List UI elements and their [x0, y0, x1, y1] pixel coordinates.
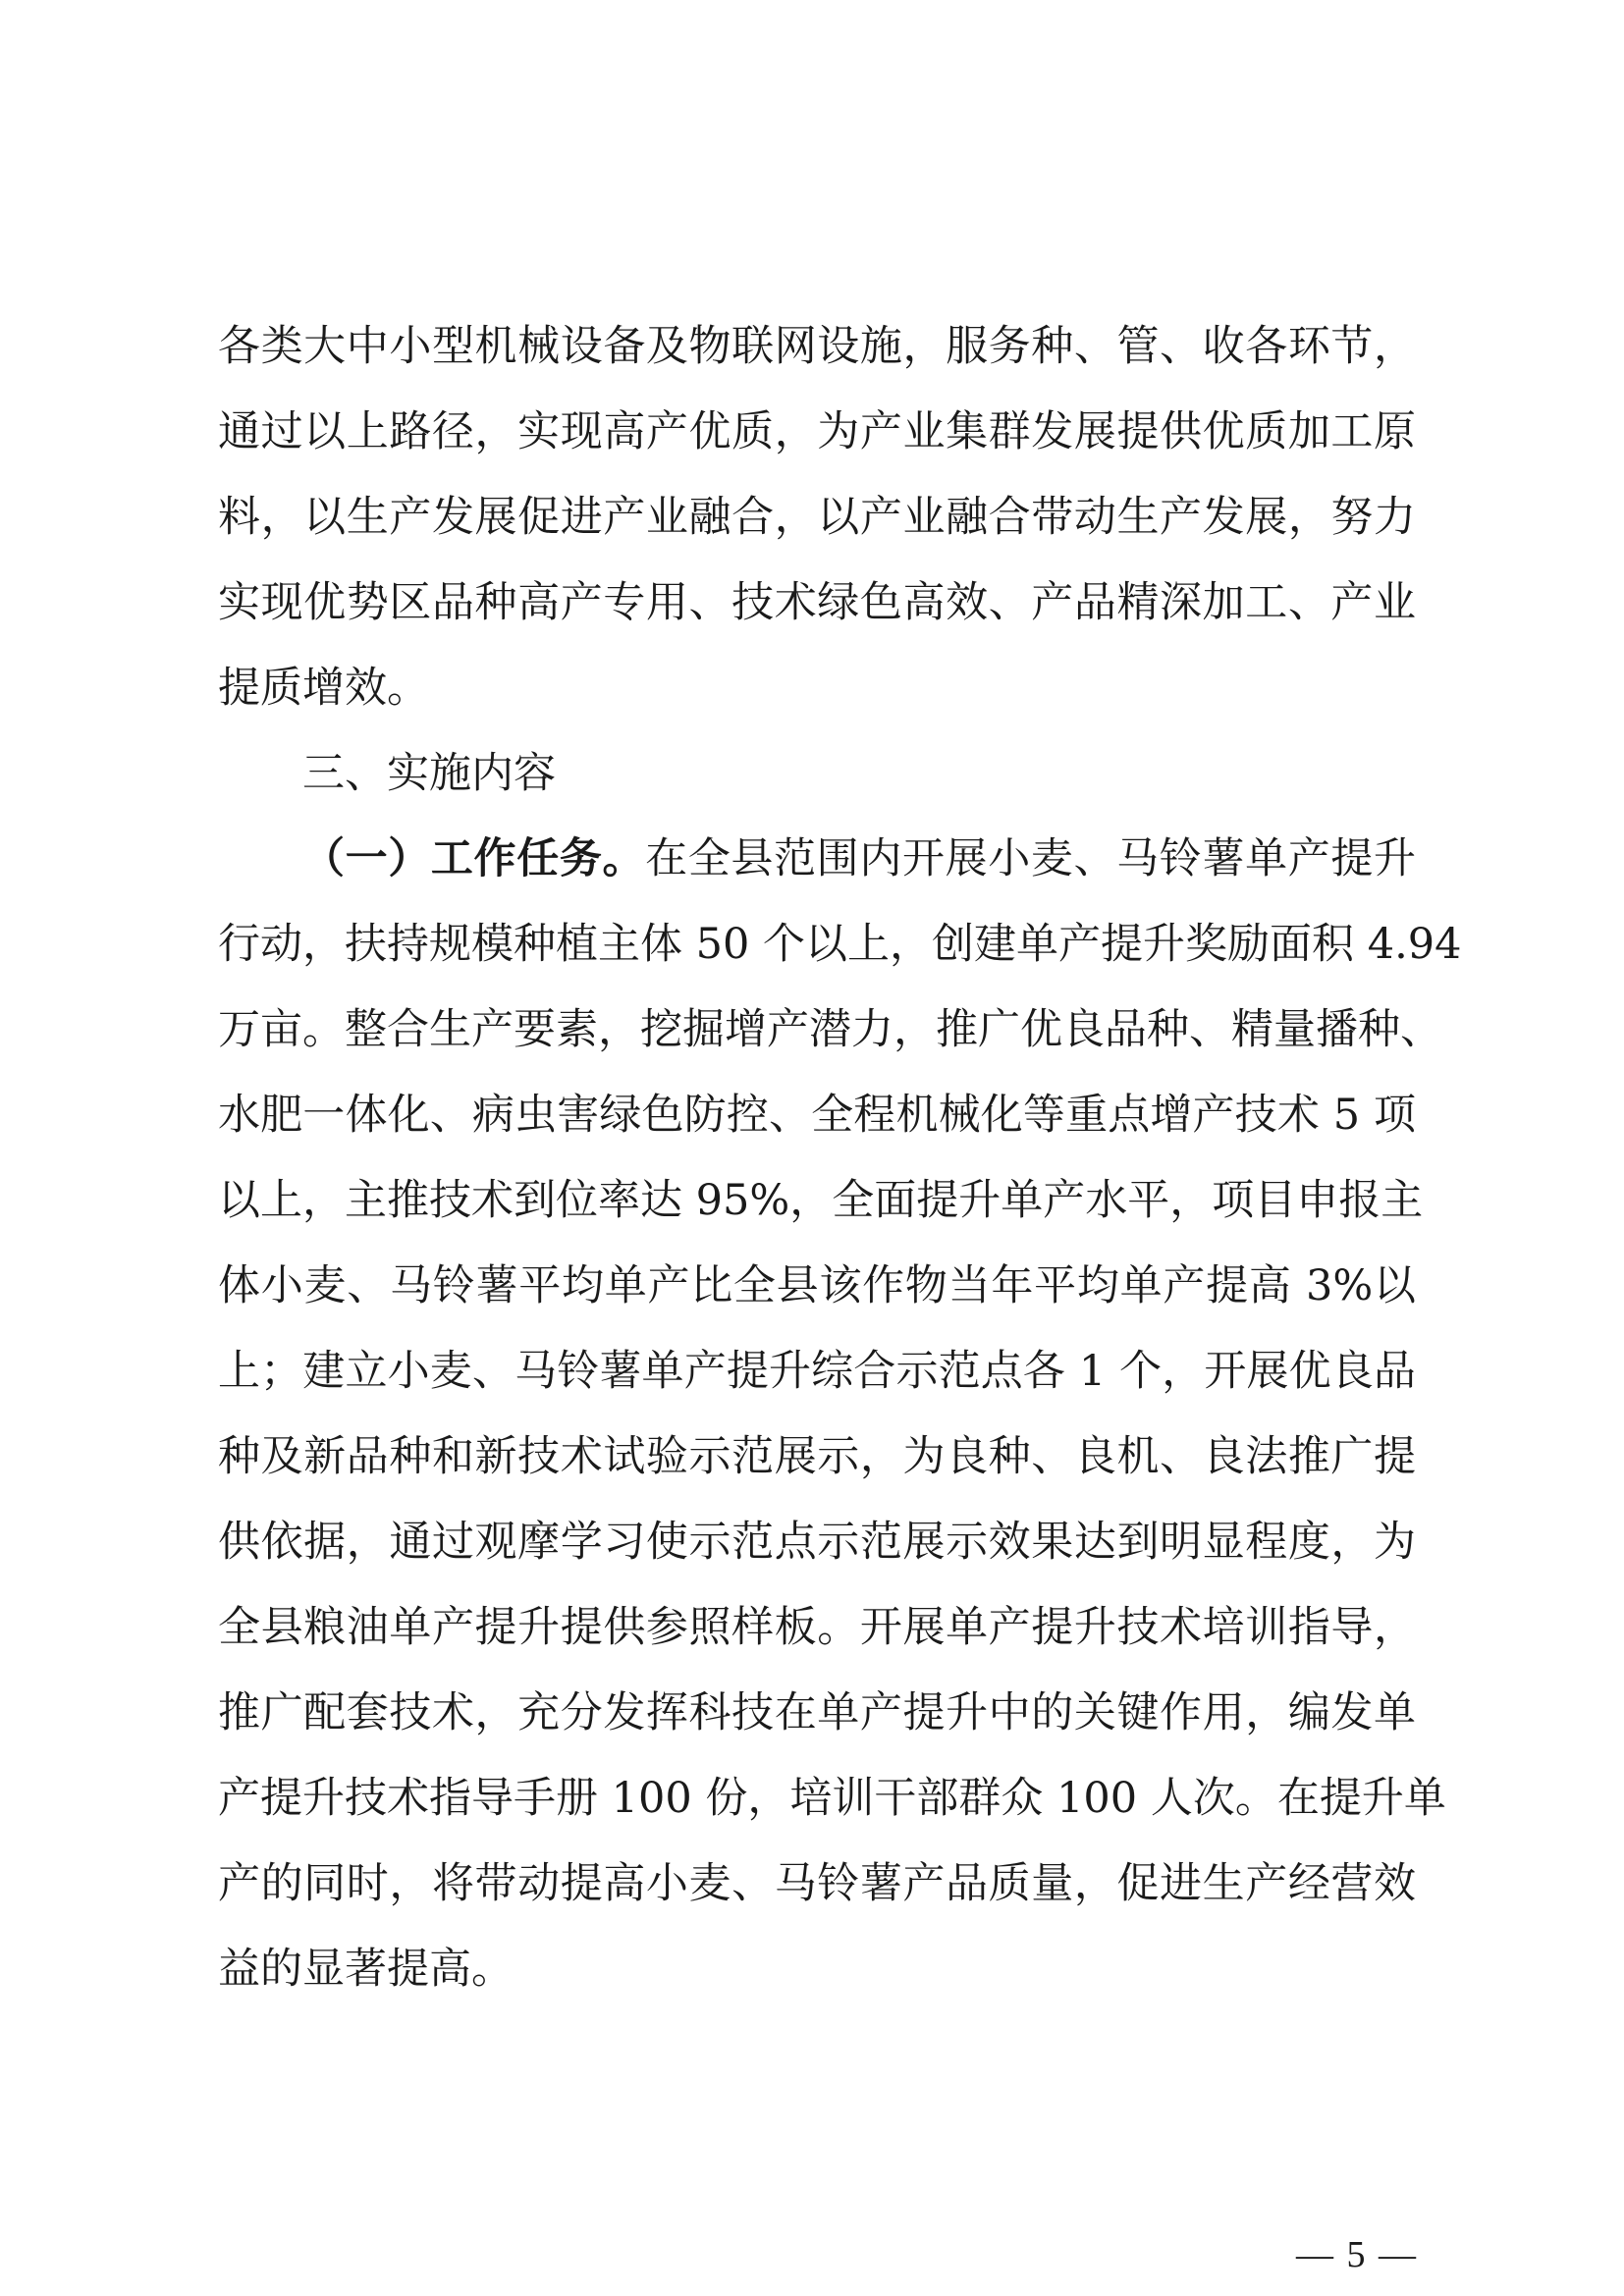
paragraph-line: 推广配套技术，充分发挥科技在单产提升中的关键作用，编发单: [218, 1688, 1416, 1737]
paragraph-line: 体小麦、马铃薯平均单产比全县该作物当年平均单产提高 3%以: [218, 1261, 1416, 1310]
page-number: — 5 —: [1296, 2234, 1418, 2275]
subsection-first-line: [218, 817, 1416, 902]
body-text: [218, 304, 1462, 2012]
section-heading: 三、实施内容: [302, 749, 556, 798]
paragraph-line: 益的显著提高。: [218, 1945, 514, 1994]
paragraph-line: 水肥一体化、病虫害绿色防控、全程机械化等重点增产技术 5 项: [218, 1091, 1416, 1140]
paragraph-line: 实现优势区品种高产专用、技术绿色高效、产品精深加工、产业: [218, 578, 1416, 627]
paragraph-line: 供依据，通过观摩学习使示范点示范展示效果达到明显程度，为: [218, 1518, 1416, 1567]
paragraph-line: 全县粮油单产提升提供参照样板。开展单产提升技术培训指导，: [218, 1603, 1416, 1652]
paragraph-line: 提质增效。: [218, 664, 429, 713]
subsection-title: （一）工作任务。: [302, 834, 646, 883]
paragraph-line: 上；建立小麦、马铃薯单产提升综合示范点各 1 个，开展优良品: [218, 1347, 1416, 1396]
paragraph-line: 以上，主推技术到位率达 95%，全面提升单产水平，项目申报主: [218, 1176, 1424, 1225]
paragraph-line: 各类大中小型机械设备及物联网设施，服务种、管、收各环节，: [218, 322, 1416, 371]
paragraph-line-rest: 在全县范围内开展小麦、马铃薯单产提升: [645, 834, 1417, 883]
paragraph-line: 产的同时，将带动提高小麦、马铃薯产品质量，促进生产经营效: [218, 1859, 1416, 1908]
paragraph-line: 种及新品种和新技术试验示范展示，为良种、良机、良法推广提: [218, 1432, 1416, 1481]
paragraph-line: 通过以上路径，实现高产优质，为产业集群发展提供优质加工原: [218, 407, 1416, 456]
paragraph-line: 产提升技术指导手册 100 份，培训干部群众 100 人次。在提升单: [218, 1774, 1446, 1823]
paragraph-line: 万亩。整合生产要素，挖掘增产潜力，推广优良品种、精量播种、: [218, 1005, 1442, 1054]
paragraph-line: 料，以生产发展促进产业融合，以产业融合带动生产发展，努力: [218, 493, 1416, 542]
paragraph-line: 行动，扶持规模种植主体 50 个以上，创建单产提升奖励面积 4.94: [218, 920, 1462, 969]
